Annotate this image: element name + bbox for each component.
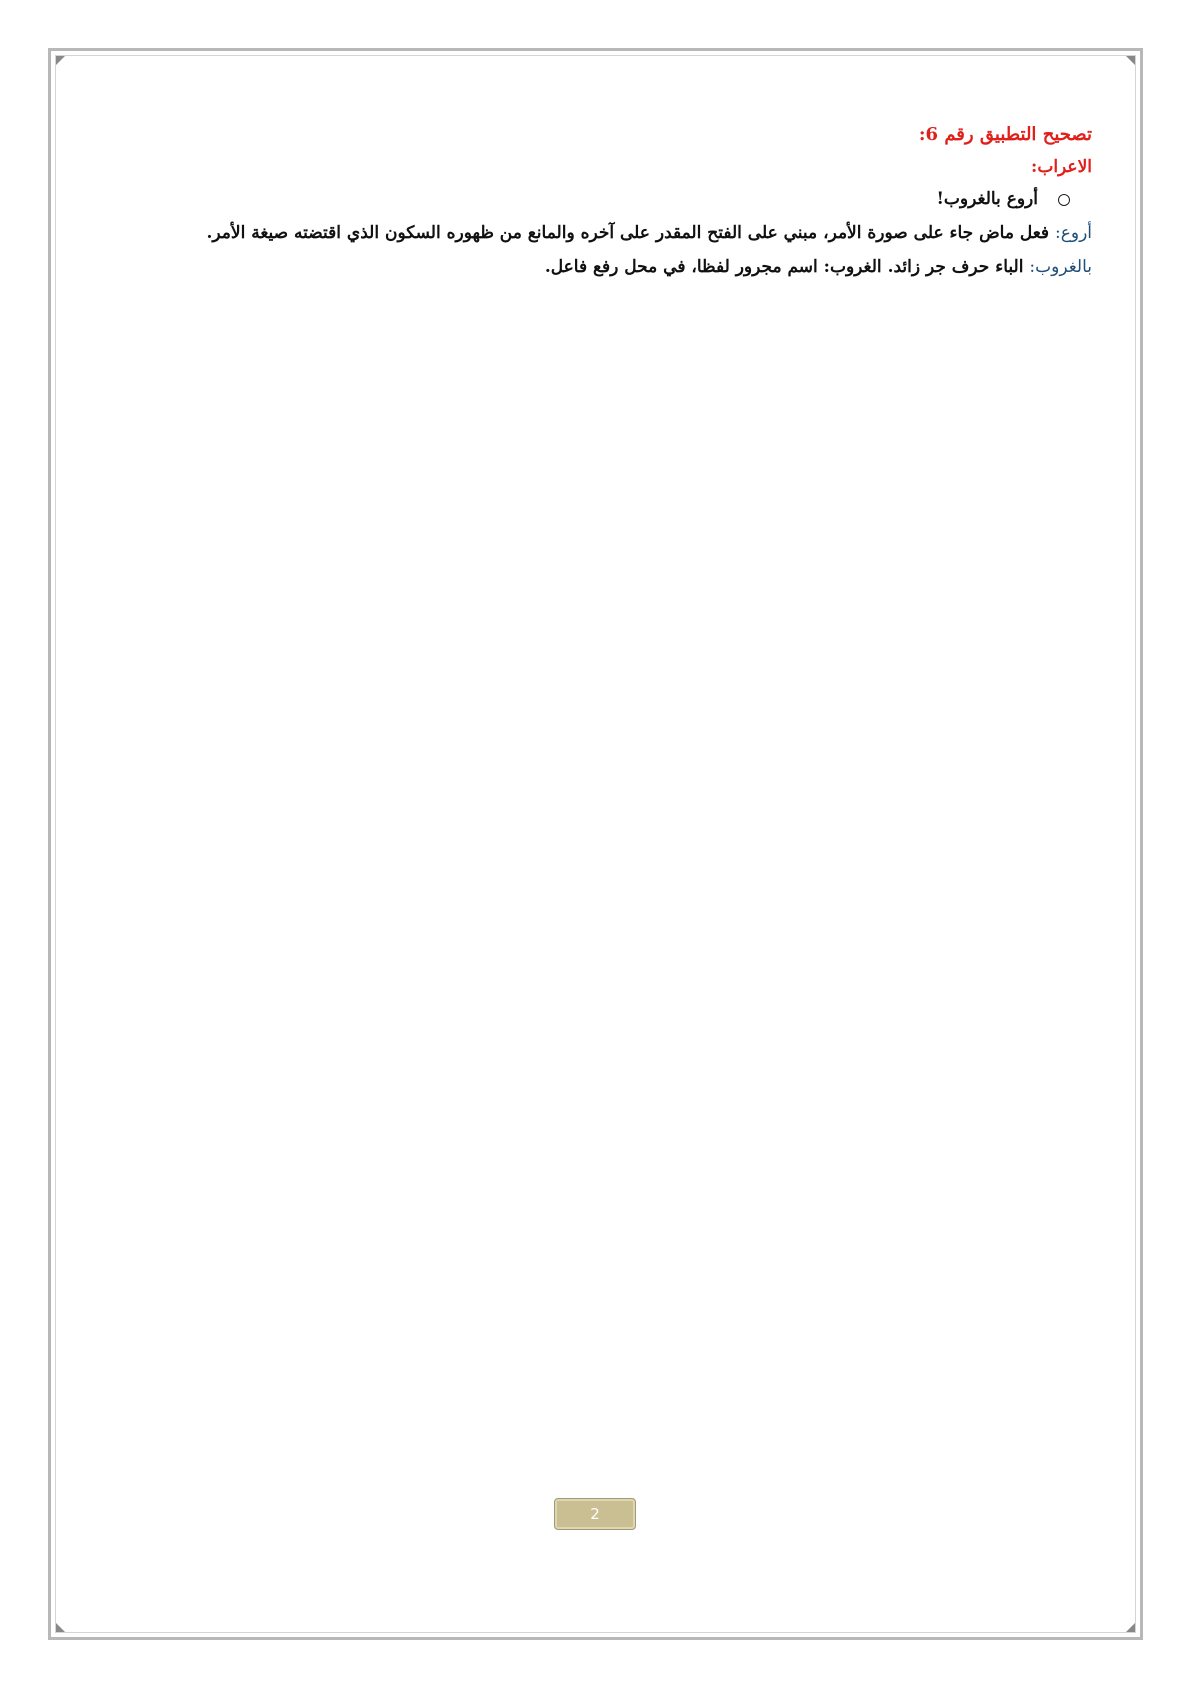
hollow-circle-bullet-icon (1058, 194, 1070, 206)
document-body (90, 118, 1092, 284)
corner-ornament-bottom-left (56, 1623, 65, 1632)
analysis-line (90, 216, 1092, 250)
exercise-heading (90, 118, 1092, 152)
corner-ornament-top-right (1126, 56, 1135, 65)
bullet-item (90, 182, 1092, 216)
page-border-inner (55, 55, 1136, 1633)
analysis-line (90, 250, 1092, 284)
bullet-item-text: أروع بالغروب! (936, 189, 1038, 209)
corner-ornament-top-left (56, 56, 65, 65)
page-number: 2 (590, 1505, 600, 1523)
exercise-number: 6 (925, 124, 939, 145)
page-number-badge (554, 1498, 636, 1530)
corner-ornament-bottom-right (1126, 1623, 1135, 1632)
heading-suffix: : (918, 124, 926, 145)
heading-prefix: تصحيح التطبيق رقم (938, 124, 1092, 145)
analysis-keyword: أروع: (1054, 223, 1092, 243)
analysis-text: فعل ماض جاء على صورة الأمر، مبني على الفتح المقدر على آخره والمانع من ظهوره السكون الذي اقتضته صيغة الأمر. (206, 223, 1055, 243)
section-subheading: الاعراب: (1031, 157, 1092, 177)
analysis-text: الباء حرف جر زائد. الغروب: اسم مجرور لفظا، في محل رفع فاعل. (544, 257, 1030, 277)
analysis-keyword: بالغروب: (1029, 257, 1092, 277)
